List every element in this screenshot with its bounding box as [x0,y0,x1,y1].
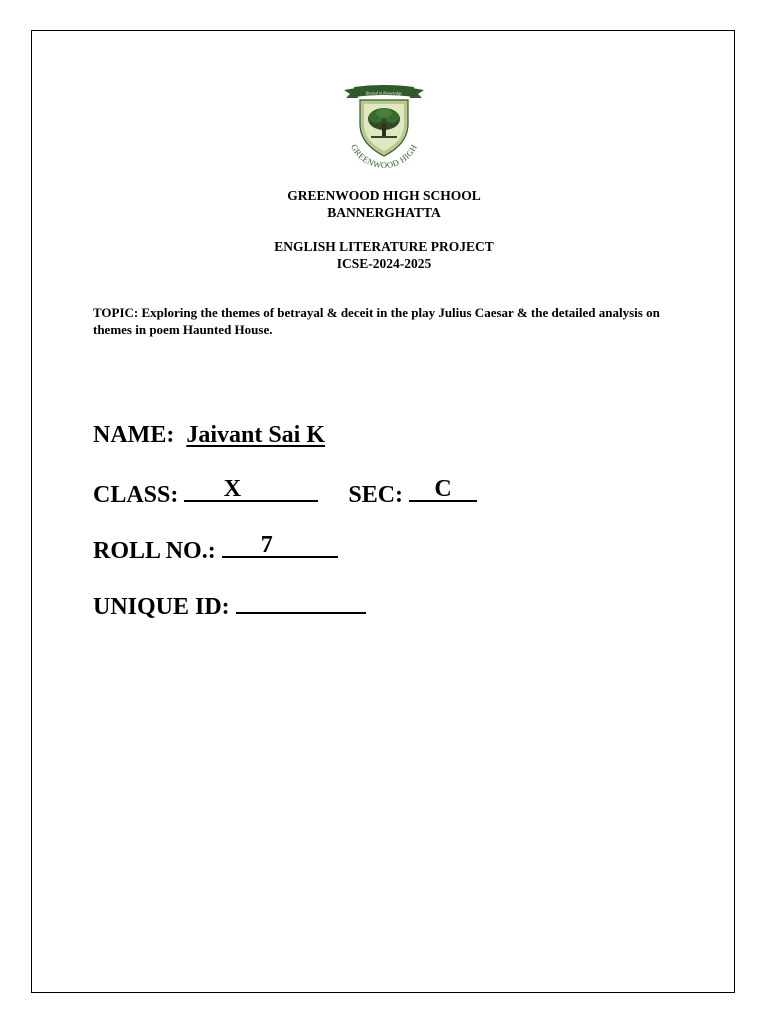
sec-blank [409,476,477,502]
logo-ring-text: GREENWOOD HIGH [349,142,419,171]
unique-id-field [93,588,366,622]
name-label: NAME: [93,422,175,448]
unique-id-label: UNIQUE ID: [93,594,230,620]
topic-text: TOPIC: Exploring the themes of betrayal & deceit in the play Julius Caesar & the detailed analysis on themes in poem Haunted House. [93,305,660,337]
class-blank [184,476,318,502]
roll-blank [222,532,338,558]
school-location: BANNERGHATTA [327,205,441,220]
session: ICSE-2024-2025 [336,256,432,271]
unique-id-blank [236,588,366,614]
logo-banner-text: Rooted in Knowledge [365,90,403,96]
project-title: ENGLISH LITERATURE PROJECT [274,239,494,254]
name-field [93,420,325,450]
class-label: CLASS: [93,482,179,508]
school-logo [338,84,430,176]
sec-value: C [434,476,452,502]
school-name: GREENWOOD HIGH SCHOOL [287,188,481,203]
class-value: X [223,476,242,502]
roll-field [93,532,338,566]
sec-label: SEC: [348,482,404,508]
name-value: Jaivant Sai K [186,422,326,448]
class-sec-field [93,476,477,510]
roll-value: 7 [260,532,273,558]
roll-label: ROLL NO.: [93,538,216,564]
